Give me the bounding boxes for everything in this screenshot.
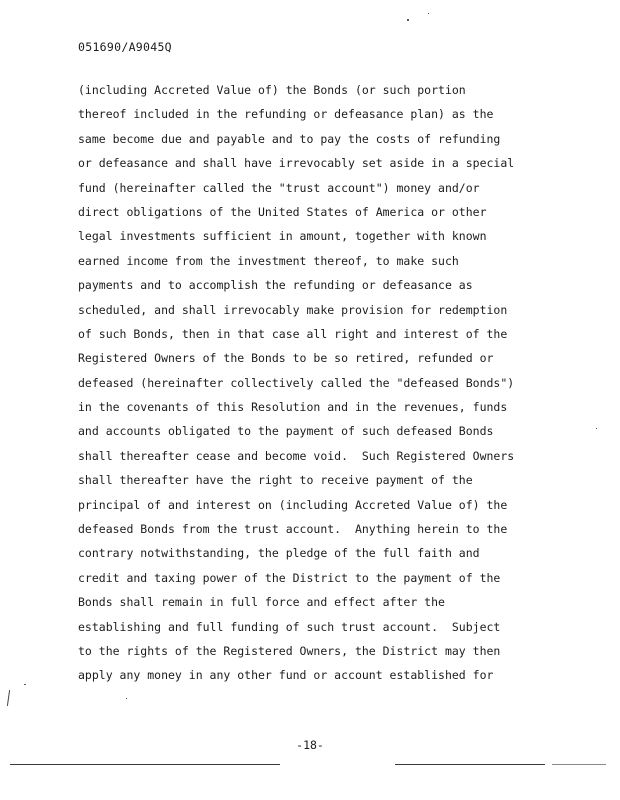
text-line: direct obligations of the United States of America or other — [78, 204, 487, 219]
scan-speck — [407, 19, 409, 21]
text-line: in the covenants of this Resolution and in the revenues, funds — [78, 400, 508, 415]
text-line: same become due and payable and to pay the costs of refunding — [78, 131, 501, 146]
text-line: shall thereafter have the right to receive payment of the — [78, 473, 473, 488]
page-number: -18- — [296, 738, 324, 752]
text-line: earned income from the investment thereof, to make such — [78, 253, 459, 268]
bottom-rule — [10, 764, 280, 765]
text-line: legal investments sufficient in amount, together with known — [78, 229, 487, 244]
text-line: fund (hereinafter called the "trust account") money and/or — [78, 180, 480, 195]
text-line: Registered Owners of the Bonds to be so retired, refunded or — [78, 351, 494, 366]
text-line: principal of and interest on (including Accreted Value of) the — [78, 497, 508, 512]
text-line: establishing and full funding of such trust account. Subject — [78, 619, 501, 634]
text-line: thereof included in the refunding or defeasance plan) as the — [78, 107, 494, 122]
text-line: contrary notwithstanding, the pledge of the full faith and — [78, 546, 480, 561]
bottom-rule — [395, 764, 545, 765]
text-line: apply any money in any other fund or account established for — [78, 668, 494, 683]
text-line: scheduled, and shall irrevocably make provision for redemption — [78, 302, 508, 317]
margin-mark — [7, 690, 10, 706]
scan-speck — [428, 13, 429, 14]
text-line: payments and to accomplish the refunding or defeasance as — [78, 278, 473, 293]
bottom-rule — [552, 764, 606, 765]
text-line: of such Bonds, then in that case all right and interest of the — [78, 326, 508, 341]
text-line: or defeasance and shall have irrevocably set aside in a special — [78, 156, 515, 171]
text-line: (including Accreted Value of) the Bonds (or such portion — [78, 83, 466, 97]
text-line: Bonds shall remain in full force and effect after the — [78, 595, 445, 610]
text-line: and accounts obligated to the payment of such defeased Bonds — [78, 424, 494, 439]
text-line: credit and taxing power of the District to the payment of the — [78, 570, 501, 585]
text-line: shall thereafter cease and become void. Such Registered Owners — [78, 448, 515, 463]
body-text — [78, 78, 548, 688]
document-id: 051690/A9045Q — [78, 40, 172, 54]
scan-speck — [126, 698, 127, 699]
text-line: defeased Bonds from the trust account. Anything herein to the — [78, 522, 508, 537]
scan-speck — [24, 684, 26, 685]
text-line: defeased (hereinafter collectively called the "defeased Bonds") — [78, 375, 515, 390]
text-line: to the rights of the Registered Owners, the District may then — [78, 643, 501, 658]
scan-speck — [596, 428, 597, 429]
